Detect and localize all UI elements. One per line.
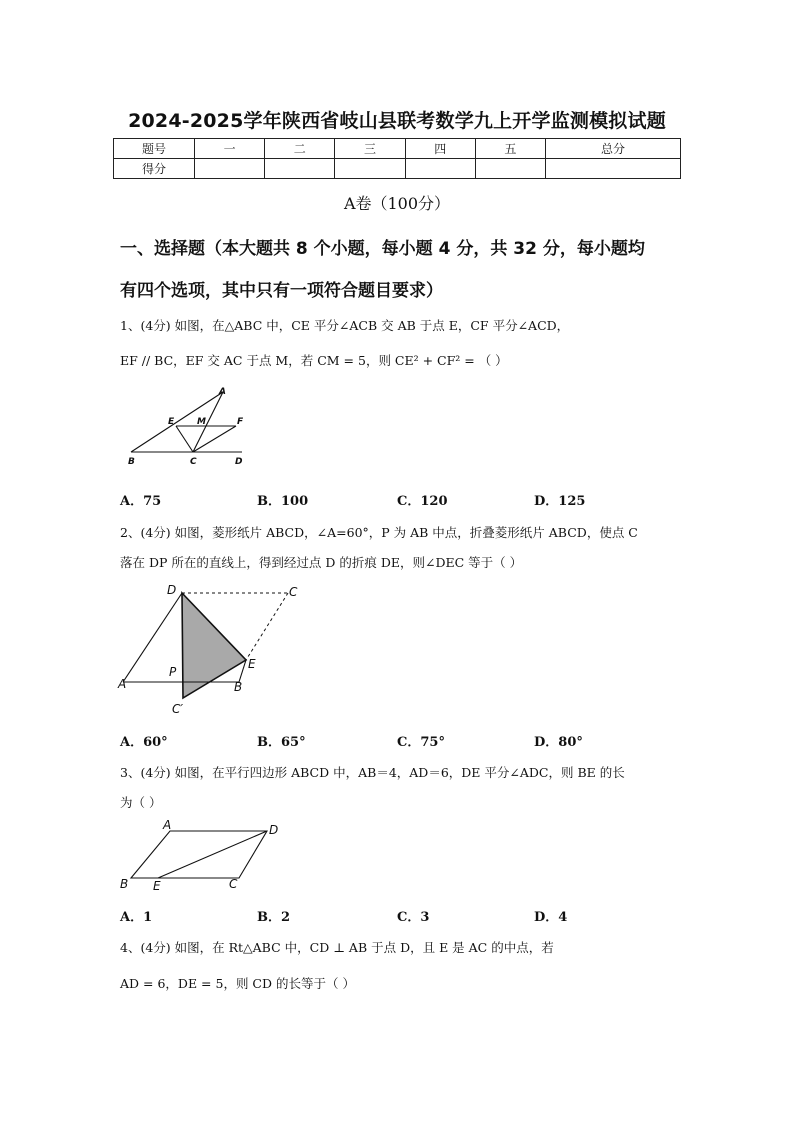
q3-text-line1: 3、(4分) 如图，在平行四边形 ABCD 中，AB＝4，AD＝6，DE 平分∠ADC，则 BE 的长 — [120, 765, 625, 780]
q3-label-e: E — [153, 879, 161, 893]
q1-option-b[interactable]: B．100 — [257, 494, 309, 509]
q1-line-ec — [176, 426, 193, 452]
score-input-cell — [195, 159, 265, 179]
q2-label-p: P — [169, 665, 177, 679]
q2-option-d[interactable]: D．80° — [534, 735, 583, 750]
score-cell: 一 — [195, 139, 265, 159]
score-cell: 三 — [335, 139, 405, 159]
q1-line-ba — [131, 392, 223, 452]
score-cell: 四 — [405, 139, 475, 159]
exam-title: 2024-2025学年陕西省岐山县联考数学九上开学监测模拟试题 — [128, 110, 666, 132]
score-input-cell — [265, 159, 335, 179]
q4-text-line1: 4、(4分) 如图，在 Rt△ABC 中，CD ⊥ AB 于点 D，且 E 是 AC 的中点，若 — [120, 940, 554, 955]
score-input-cell — [475, 159, 545, 179]
q3-option-d[interactable]: D．4 — [534, 910, 568, 925]
q2-label-d: D — [167, 583, 177, 597]
q2-option-a[interactable]: A．60° — [120, 735, 168, 750]
q2-label-c: C — [289, 585, 298, 599]
q3-line-de — [158, 831, 267, 878]
q3-text-line2: 为（ ） — [120, 795, 162, 810]
section-heading-line1: 一、选择题（本大题共 8 个小题，每小题 4 分，共 32 分，每小题均 — [120, 239, 645, 259]
volume-heading: A卷（100分） — [343, 194, 451, 213]
q3-label-c: C — [229, 877, 238, 891]
q2-option-c[interactable]: C．75° — [397, 735, 445, 750]
q1-figure — [120, 384, 260, 470]
q2-text-line2: 落在 DP 所在的直线上，得到经过点 D 的折痕 DE，则∠DEC 等于（ ） — [120, 555, 523, 570]
q2-label-c-prime: C′ — [172, 702, 184, 716]
q3-option-b[interactable]: B．2 — [257, 910, 291, 925]
q3-label-d: D — [269, 823, 279, 837]
q2-text-line1: 2、(4分) 如图，菱形纸片 ABCD，∠A=60°，P 为 AB 中点，折叠菱形纸片 ABCD，使点 C — [120, 525, 638, 540]
score-cell: 二 — [265, 139, 335, 159]
q4-text-line2: AD = 6，DE = 5，则 CD 的长等于（ ） — [120, 976, 355, 991]
q1-label-d: D — [235, 457, 243, 467]
score-table-header-row — [114, 139, 681, 159]
q1-text-line1: 1、(4分) 如图，在△ABC 中，CE 平分∠ACB 交 AB 于点 E，CF 平分∠ACD， — [120, 318, 570, 333]
section-heading-line2: 有四个选项，其中只有一项符合题目要求） — [120, 281, 443, 301]
q1-label-e: E — [168, 417, 175, 427]
q3-option-a[interactable]: A．1 — [120, 910, 153, 925]
q1-option-c[interactable]: C．120 — [397, 494, 448, 509]
q2-label-e: E — [248, 657, 256, 671]
q1-label-b: B — [128, 457, 135, 467]
q2-label-b: B — [234, 680, 243, 694]
q2-figure — [112, 582, 312, 717]
q2-dashed-ce — [246, 593, 288, 660]
q3-parallelogram — [131, 831, 267, 878]
score-table-score-row — [114, 159, 681, 179]
q1-label-m: M — [197, 417, 206, 427]
score-input-cell — [335, 159, 405, 179]
q3-label-b: B — [120, 877, 129, 891]
q1-option-d[interactable]: D．125 — [534, 494, 586, 509]
q2-option-b[interactable]: B．65° — [257, 735, 306, 750]
q1-label-f: F — [237, 417, 244, 427]
score-cell: 五 — [475, 139, 545, 159]
q3-option-c[interactable]: C．3 — [397, 910, 430, 925]
score-table — [113, 138, 681, 179]
q2-label-a: A — [118, 677, 127, 691]
q1-option-a[interactable]: A．75 — [120, 494, 162, 509]
q3-figure — [115, 818, 290, 894]
score-cell: 题号 — [114, 139, 195, 159]
q1-label-c: C — [190, 457, 197, 467]
q1-label-a: A — [219, 387, 226, 397]
q1-text-line2: EF // BC，EF 交 AC 于点 M，若 CM = 5，则 CE² + CF² = （ ） — [120, 353, 508, 368]
score-cell: 总分 — [546, 139, 681, 159]
score-input-cell — [546, 159, 681, 179]
score-input-cell — [405, 159, 475, 179]
q3-label-a: A — [163, 818, 172, 832]
score-cell: 得分 — [114, 159, 195, 179]
